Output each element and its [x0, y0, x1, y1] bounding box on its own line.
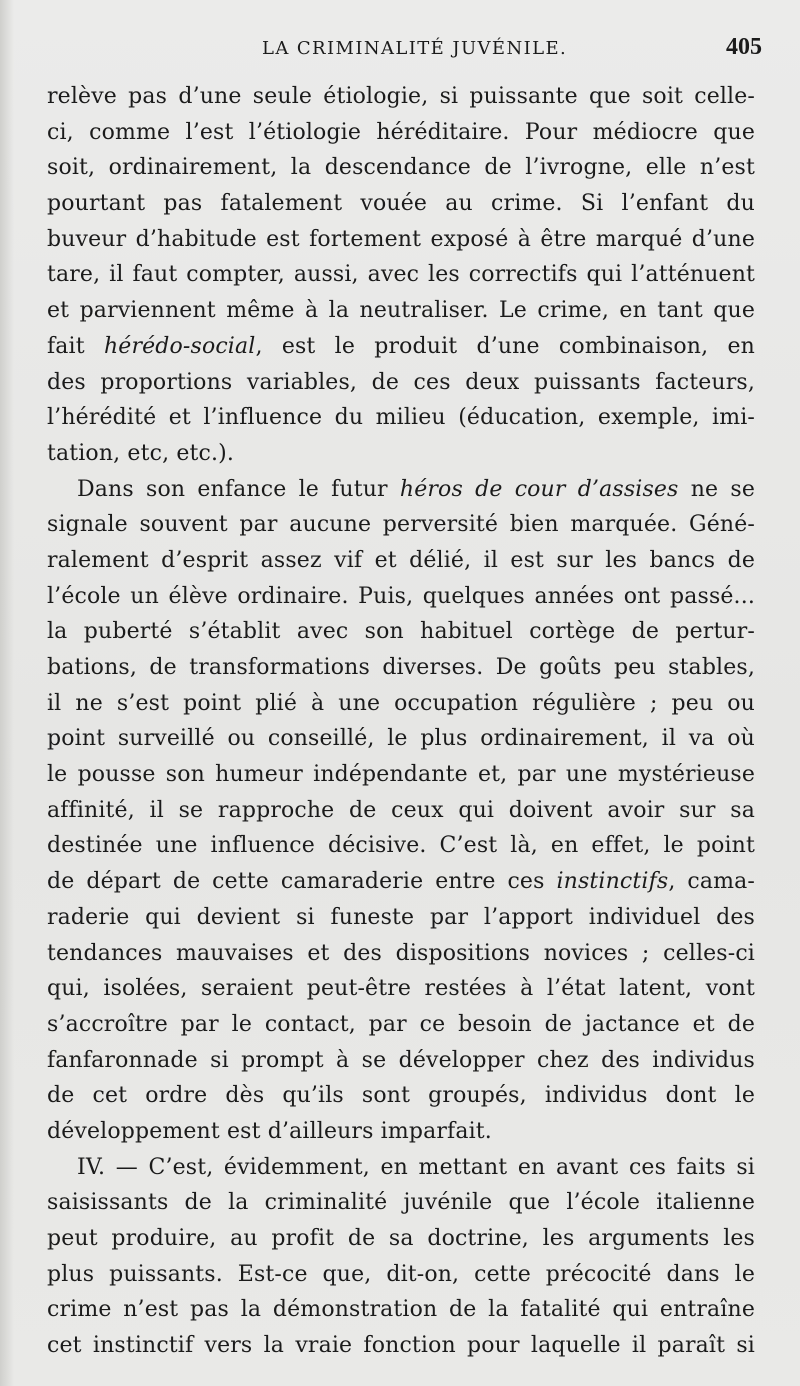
text-line: qui, isolées, seraient peut-être restées à l’état latent, vont: [47, 976, 755, 1002]
text-line: soit, ordinairement, la descendance de l’ivrogne, elle n’est: [47, 155, 755, 181]
text-line: de cet ordre dès qu’ils sont groupés, individus dont le: [47, 1083, 755, 1109]
text-line: développement est d’ailleurs imparfait.: [47, 1118, 492, 1144]
text-line: tation, etc, etc.).: [47, 440, 235, 466]
running-header: [40, 34, 770, 70]
text-line: pourtant pas fatalement vouée au crime. Si l’enfant du: [47, 191, 755, 217]
body-text: [47, 79, 755, 1364]
text-line: plus puissants. Est-ce que, dit-on, cette précocité dans le: [47, 1261, 755, 1287]
text-line: l’hérédité et l’influence du milieu (éducation, exemple, imi-: [47, 405, 755, 431]
text-line: fait hérédo-social, est le produit d’une combinaison, en: [47, 333, 755, 359]
text-line: crime n’est pas la démonstration de la fatalité qui entraîne: [47, 1297, 755, 1323]
italic-term: héros de cour d’assises: [399, 476, 679, 502]
text-line: ci, comme l’est l’étiologie héréditaire. Pour médiocre que: [47, 119, 755, 145]
text-line: relève pas d’une seule étiologie, si puissante que soit celle-: [47, 84, 755, 109]
text-line: Dans son enfance le futur héros de cour d’assises ne se: [77, 476, 755, 502]
text-line: signale souvent par aucune perversité bien marquée. Géné-: [47, 512, 755, 538]
text-line: la puberté s’établit avec son habituel cortège de pertur-: [47, 619, 755, 645]
text-line: le pousse son humeur indépendante et, par une mystérieuse: [47, 762, 755, 788]
running-title: LA CRIMINALITÉ JUVÉNILE.: [262, 38, 568, 59]
text-line: saisissants de la criminalité juvénile que l’école italienne: [47, 1190, 755, 1216]
text-line: l’école un élève ordinaire. Puis, quelques années ont passé...: [47, 583, 755, 609]
text-line: tendances mauvaises et des dispositions novices ; celles-ci: [47, 940, 755, 966]
text-line: buveur d’habitude est fortement exposé à être marqué d’une: [47, 226, 755, 252]
text-line: tare, il faut compter, aussi, avec les correctifs qui l’atténuent: [47, 262, 755, 288]
text-line: IV. — C’est, évidemment, en mettant en avant ces faits si: [77, 1154, 755, 1180]
text-line: de départ de cette camaraderie entre ces instinctifs, cama-: [47, 869, 755, 895]
text-line: ralement d’esprit assez vif et délié, il est sur les bancs de: [47, 547, 755, 573]
text-line: fanfaronnade si prompt à se développer chez des individus: [47, 1047, 755, 1073]
text-line: destinée une influence décisive. C’est là, en effet, le point: [47, 833, 755, 859]
text-line: raderie qui devient si funeste par l’apport individuel des: [47, 904, 755, 930]
text-line: peut produire, au profit de sa doctrine, les arguments les: [47, 1226, 755, 1251]
text-line: bations, de transformations diverses. De goûts peu stables,: [47, 655, 755, 680]
text-line: il ne s’est point plié à une occupation régulière ; peu ou: [47, 690, 755, 716]
italic-term: hérédo-social: [103, 333, 256, 359]
italic-term: instinctifs: [556, 869, 669, 895]
page-number: 405: [726, 34, 762, 60]
text-line: cet instinctif vers la vraie fonction pour laquelle il paraît si: [47, 1333, 755, 1359]
text-line: s’accroître par le contact, par ce besoin de jactance et de: [47, 1011, 755, 1037]
text-line: point surveillé ou conseillé, le plus ordinairement, il va où: [47, 726, 755, 752]
text-line: affinité, il se rapproche de ceux qui doivent avoir sur sa: [47, 797, 755, 823]
text-line: et parviennent même à la neutraliser. Le crime, en tant que: [47, 298, 755, 324]
text-line: des proportions variables, de ces deux puissants facteurs,: [47, 369, 755, 395]
